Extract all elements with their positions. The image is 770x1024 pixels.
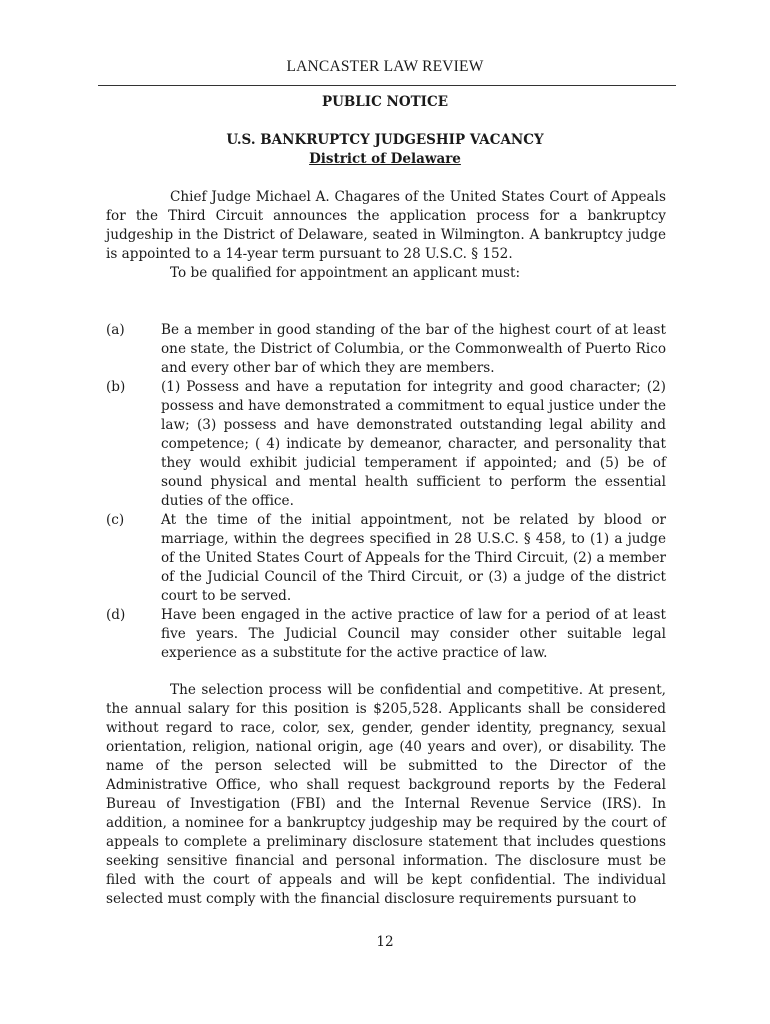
requirement-marker: (a) — [106, 322, 125, 338]
district-title: District of Delaware — [309, 151, 461, 167]
requirement-item — [106, 378, 666, 511]
requirement-text: (1) Possess and have a reputation for integrity and good character; (2) possess and have demonstrated a commitment to equal justice under the law; (3) possess and have demonstrated outstanding legal ability and competence; ( 4) indicate by demeanor, character, and personality that they would exhibit judicial temperament if appointed; and (5) be of sound physical and mental health sufficient to perform the essential duties of the office. — [161, 379, 666, 509]
requirement-marker: (d) — [106, 607, 126, 623]
page-number: 12 — [376, 934, 394, 950]
intro-paragraph: Chief Judge Michael A. Chagares of the United States Court of Appeals for the Third Circuit announces the application process for a bankruptcy judgeship in the District of Delaware, seated in Wilmington. A bankruptcy judge is appointed to a 14-year term pursuant to 28 U.S.C. § 152. — [106, 189, 666, 262]
selection-section — [106, 681, 666, 909]
header-rule — [98, 85, 676, 86]
selection-paragraph: The selection process will be confidential and competitive. At present, the annual salary for this position is $205,528. Applicants shall be considered without regard to race, color, sex, gender, gender identity, pregnancy, sexual orientation, religion, national origin, age (40 years and over), or disability. The name of the person selected will be submitted to the Director of the Administrative Office, who shall request background reports by the Federal Bureau of Investigation (FBI) and the Internal Revenue Service (IRS). In addition, a nominee for a bankruptcy judgeship may be required by the court of appeals to complete a preliminary disclosure statement that includes questions seeking sensitive financial and personal information. The disclosure must be filed with the court of appeals and will be kept confidential. The individual selected must comply with the financial disclosure requirements pursuant to — [106, 682, 666, 907]
requirement-item — [106, 511, 666, 606]
requirements-list — [106, 321, 666, 663]
requirement-marker: (b) — [106, 379, 126, 395]
requirement-text: At the time of the initial appointment, not be related by blood or marriage, within the degrees specified in 28 U.S.C. § 458, to (1) a judge of the United States Court of Appeals for the Third Circuit, (2) a member of the Judicial Council of the Third Circuit, or (3) a judge of the district court to be served. — [161, 512, 666, 604]
requirement-marker: (c) — [106, 512, 125, 528]
requirement-text: Have been engaged in the active practice of law for a period of at least five years. The Judicial Council may consider other suitable legal experience as a substitute for the active practice of law. — [161, 607, 666, 661]
requirement-item — [106, 606, 666, 663]
notice-title: PUBLIC NOTICE — [321, 94, 449, 110]
intro-section — [106, 188, 666, 283]
requirement-item — [106, 321, 666, 378]
vacancy-title: U.S. BANKRUPTCY JUDGESHIP VACANCY — [226, 132, 544, 148]
qualify-lead: To be qualified for appointment an applicant must: — [170, 265, 521, 281]
requirement-text: Be a member in good standing of the bar of the highest court of at least one state, the District of Columbia, or the Commonwealth of Puerto Rico and every other bar of which they are members. — [161, 322, 666, 376]
running-header: LANCASTER LAW REVIEW — [286, 58, 484, 75]
